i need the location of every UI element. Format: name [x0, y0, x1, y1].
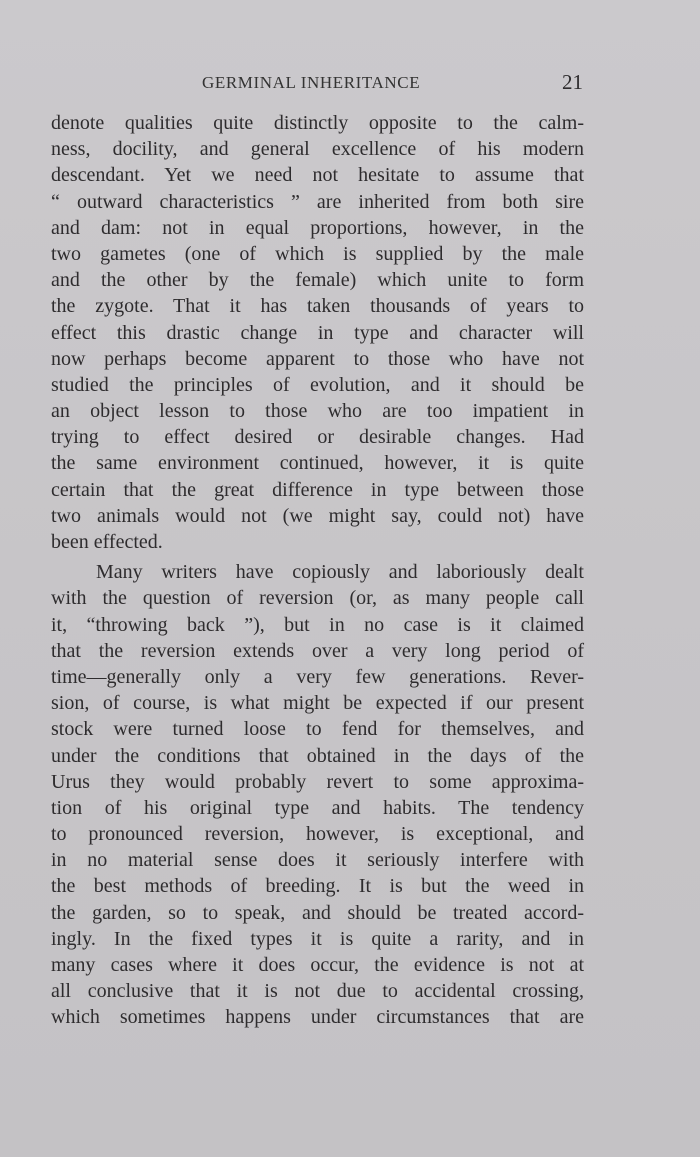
text-line: all conclusive that it is not due to accidental crossing,	[51, 980, 584, 1003]
paragraph-1	[51, 110, 584, 555]
text-line: now perhaps become apparent to those who have not	[51, 347, 584, 370]
text-line: many cases where it does occur, the evidence is not at	[51, 954, 584, 976]
text-line: ingly. In the fixed types it is quite a rarity, and in	[51, 927, 584, 950]
text-line: which sometimes happens under circumstances that are	[51, 1006, 584, 1029]
text-line: that the reversion extends over a very long period of	[51, 639, 584, 662]
text-line: been effected.	[51, 531, 163, 553]
text-line: it, “throwing back ”), but in no case is it claimed	[51, 613, 584, 636]
text-line: Many writers have copiously and laboriously dealt	[96, 561, 584, 584]
text-line: and the other by the female) which unite to form	[51, 269, 584, 292]
page-header	[0, 70, 700, 100]
text-line: studied the principles of evolution, and it should be	[51, 373, 584, 396]
paragraph-2	[51, 559, 584, 1030]
text-line: the same environment continued, however, it is quite	[51, 452, 584, 475]
text-line: under the conditions that obtained in the days of the	[51, 744, 584, 767]
text-line: time—generally only a very few generations. Rever-	[51, 665, 584, 688]
body-text	[51, 110, 584, 1031]
text-line: an object lesson to those who are too impatient in	[51, 400, 584, 423]
text-line: two animals would not (we might say, could not) have	[51, 504, 584, 527]
text-line: in no material sense does it seriously interfere with	[51, 849, 584, 872]
text-line: the best methods of breeding. It is but the weed in	[51, 875, 584, 898]
text-line: descendant. Yet we need not hesitate to assume that	[51, 164, 584, 187]
text-line: the garden, so to speak, and should be treated accord-	[51, 901, 584, 924]
text-line: sion, of course, is what might be expected if our present	[51, 692, 584, 715]
text-line: ness, docility, and general excellence of his modern	[51, 138, 584, 161]
text-line: tion of his original type and habits. The tendency	[51, 796, 584, 819]
text-line: certain that the great difference in type between those	[51, 478, 584, 501]
text-line: to pronounced reversion, however, is exceptional, and	[51, 823, 584, 846]
text-line: the zygote. That it has taken thousands of years to	[51, 295, 584, 318]
text-line: trying to effect desired or desirable changes. Had	[51, 426, 584, 449]
text-line: “ outward characteristics ” are inherited from both sire	[51, 190, 584, 213]
text-line: two gametes (one of which is supplied by the male	[51, 242, 584, 265]
text-line: Urus they would probably revert to some approxima-	[51, 770, 584, 793]
text-line: denote qualities quite distinctly opposite to the calm-	[51, 112, 584, 134]
text-line: stock were turned loose to fend for themselves, and	[51, 718, 584, 741]
running-title: GERMINAL INHERITANCE	[202, 73, 421, 92]
text-line: and dam: not in equal proportions, however, in the	[51, 216, 584, 239]
text-line: effect this drastic change in type and character will	[51, 321, 584, 344]
page-number: 21	[562, 70, 583, 94]
text-line: with the question of reversion (or, as many people call	[51, 587, 584, 610]
